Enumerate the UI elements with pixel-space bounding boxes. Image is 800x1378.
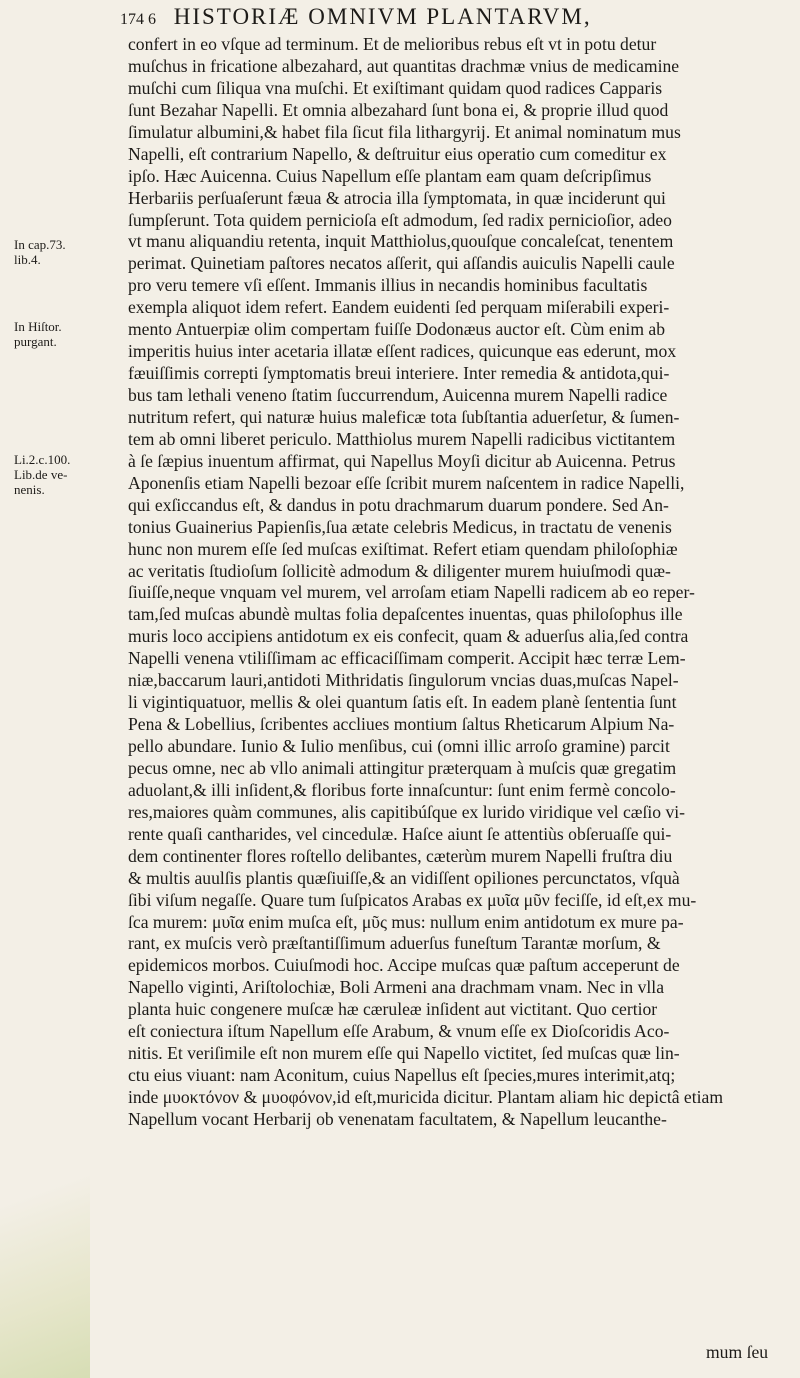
margin-note-line: Li.2.c.100. (14, 452, 71, 467)
main-text-block (128, 34, 793, 1131)
margin-note-2 (14, 319, 124, 349)
text-line: bus tam lethali veneno ſtatim ſuccurrendum, Auicenna murem Napelli radice (128, 385, 668, 405)
text-line: nitis. Et veriſimile eſt non murem eſſe qui Napello victitet, ſed muſcas quæ lin- (128, 1043, 680, 1064)
text-line: dem continenter flores roſtello delibantes, cæterùm murem Napelli fruſtra diu (128, 845, 673, 866)
text-line: perimat. Quinetiam paſtores necatos aſſerit, qui aſſandis auiculis Napelli caule (128, 253, 675, 274)
text-line: Napello viginti, Ariſtolochiæ, Boli Armeni ana drachmam vnam. Nec in vlla (128, 977, 665, 998)
text-line: mento Antuerpiæ olim compertam fuiſſe Dodonæus auctor eſt. Cùm enim ab (128, 319, 666, 340)
text-line: qui exſiccandus eſt, & dandus in potu drachmarum duarum pondere. Sed An- (128, 494, 669, 515)
text-line: eſt coniectura iſtum Napellum eſſe Arabum, & vnum eſſe ex Dioſcoridis Aco- (128, 1021, 670, 1042)
text-line: muſchi cum ſiliqua vna muſchi. Et exiſtimant quidam quod radices Capparis (128, 77, 663, 98)
text-line: ac veritatis ſtudioſum ſollicitè admodum & diligenter murem huiuſmodi quæ- (128, 560, 671, 581)
text-line: epidemicos morbos. Cuiuſmodi hoc. Accipe muſcas quæ paſtum acceperunt de (128, 955, 680, 976)
text-line: Napelli venena vtiliſſimam ac efficaciſſimam comperit. Accipit hæc terræ Lem- (128, 648, 686, 669)
text-line: ſunt Bezahar Napelli. Et omnia albezahard ſunt bona ei, & proprie illud quod (128, 99, 669, 120)
margin-note-line: In cap.73. (14, 237, 66, 252)
text-line: rente quaſi cantharides, vel cincedulæ. Haſce aiunt ſe attentiùs obſeruaſſe qui- (128, 823, 672, 844)
catchword: mum ſeu (706, 1342, 769, 1362)
text-line: Pena & Lobellius, ſcribentes accliues montium ſaltus Rheticarum Alpium Na- (128, 714, 675, 735)
text-line: tonius Guainerius Papienſis,ſua ætate celebris Medicus, in tractatu de venenis (128, 516, 672, 537)
text-line: à ſe ſæpius inuentum affirmat, qui Napellus Moyſi dicitur ab Auicenna. Petrus (128, 450, 676, 471)
text-line: tem ab omni liberet periculo. Matthiolus murem Napelli radicibus victitantem (128, 428, 676, 449)
text-line: aduolant,& illi inſident,& floribus forte innaſcuntur: ſunt enim fermè concolo- (128, 779, 676, 800)
text-line: & multis auulſis plantis quæſiuiſſe,& an vidiſſent opiliones percunctatos, vſquà (128, 867, 680, 888)
text-line: Herbariis perſuaſerunt fæua & atrocia illa ſymptomata, in quæ inciderunt qui (128, 187, 666, 208)
margin-note-3 (14, 452, 124, 497)
text-line: res,maiores quàm communes, alis capitibúſque ex lurido viridique vel cæſio vi- (128, 801, 686, 822)
text-line: confert in eo vſque ad terminum. Et de melioribus rebus eſt vt in potu detur (128, 34, 657, 54)
text-line: pro veru temere vſi eſſent. Immanis illius in necandis hominibus facultatis (128, 275, 648, 296)
text-line: ctu eius viuant: nam Aconitum, cuius Napellus eſt ſpecies,mures interimit,atq; (128, 1065, 676, 1086)
text-line: pecus omne, nec ab vllo animali attingitur præterquam à muſcis quæ gregatim (128, 757, 677, 778)
text-line: pello abundare. Iunio & Iulio menſibus, cui (omni illic arroſo gramine) parcit (128, 736, 670, 756)
text-line: li vigintiquatuor, mellis & olei quantum ſatis eſt. In eadem planè ſententia ſunt (128, 692, 677, 713)
page-number: 174 6 (120, 11, 156, 28)
text-line: vt manu aliquandiu retenta, inquit Matthiolus,quouſque concaleſcat, tenentem (128, 231, 674, 252)
margin-note-line: purgant. (14, 334, 57, 349)
margin-note-line: nenis. (14, 482, 45, 497)
text-line: planta huic congenere muſcæ hæ cæruleæ inſident aut victitant. Quo certior (128, 999, 658, 1020)
text-line: niæ,baccarum lauri,antidoti Mithridatis ſingulorum vncias duas,muſcas Napel- (128, 670, 679, 691)
text-line: Aponenſis etiam Napelli bezoar eſſe ſcribit murem naſcentem in radice Napelli, (128, 472, 685, 493)
running-title: HISTORIÆ OMNIVM PLANTARVM, (173, 4, 592, 29)
margin-note-line: lib.4. (14, 252, 41, 267)
text-line: ſibi viſum negaſſe. Quare tum ſuſpicatos Arabas ex μυῖα μῦν feciſſe, id eſt,ex mu- (128, 889, 697, 910)
text-line: muſchus in fricatione albezahard, aut quantitas drachmæ vnius de medicamine (128, 55, 680, 76)
text-line: fæuiſſimis correpti ſymptomatis breui interiere. Inter remedia & antidota,qui- (128, 363, 670, 384)
margin-note-line: In Hiſtor. (14, 319, 62, 334)
text-line: rant, ex muſcis verò præſtantiſſimum aduerſus funeſtum Tarantæ morſum, & (128, 933, 661, 954)
text-line: hunc non murem eſſe ſed muſcas exiſtimat. Refert etiam quendam philoſophiæ (128, 538, 678, 559)
text-line: Napelli, eſt contrarium Napello, & deſtruitur eius operatio cum comeditur ex (128, 143, 667, 164)
margin-note-1 (14, 237, 124, 267)
margin-note-line: Lib.de ve- (14, 467, 68, 482)
text-line: tam,ſed muſcas abundè multas folia depaſcentes inuentas, quas philoſophus ille (128, 604, 683, 625)
text-line: muris loco accipiens antidotum ex eis confecit, quam & aduerſus alia,ſed contra (128, 626, 689, 647)
text-line: ipſo. Hæc Auicenna. Cuius Napellum eſſe plantam eam quam deſcripſimus (128, 165, 652, 186)
text-line: inde μυοκτόνον & μυοφόνον,id eſt,muricida dicitur. Plantam aliam hic depictâ etiam (128, 1087, 723, 1107)
text-line: ſimulatur albumini,& habet fila ſicut fila lithargyrij. Et animal nominatum mus (128, 121, 681, 142)
text-line: Napellum vocant Herbarij ob venenatam facultatem, & Napellum leucanthe- (128, 1108, 667, 1129)
text-line: exempla aliquot idem refert. Eandem euidenti ſed perquam miſerabili experi- (128, 297, 670, 318)
page-header (120, 4, 800, 34)
text-line: imperitis huius inter acetaria illatæ eſſent radices, quicunque eas ederunt, mox (128, 341, 677, 362)
text-line: nutritum refert, qui naturæ huius maleficæ tota ſubſtantia aduerſetur, & ſumen- (128, 406, 680, 427)
text-line: ſumpſerunt. Tota quidem pernicioſa eſt admodum, ſed radix pernicioſior, adeo (128, 209, 672, 230)
paper-stain (0, 1118, 90, 1378)
text-line: ſiuiſſe,neque vnquam vel murem, vel arroſam etiam Napelli radicem ab eo reper- (128, 582, 695, 603)
text-line: ſca murem: μυῖα enim muſca eſt, μῦς mus: nullum enim antidotum ex mure pa- (128, 911, 684, 932)
